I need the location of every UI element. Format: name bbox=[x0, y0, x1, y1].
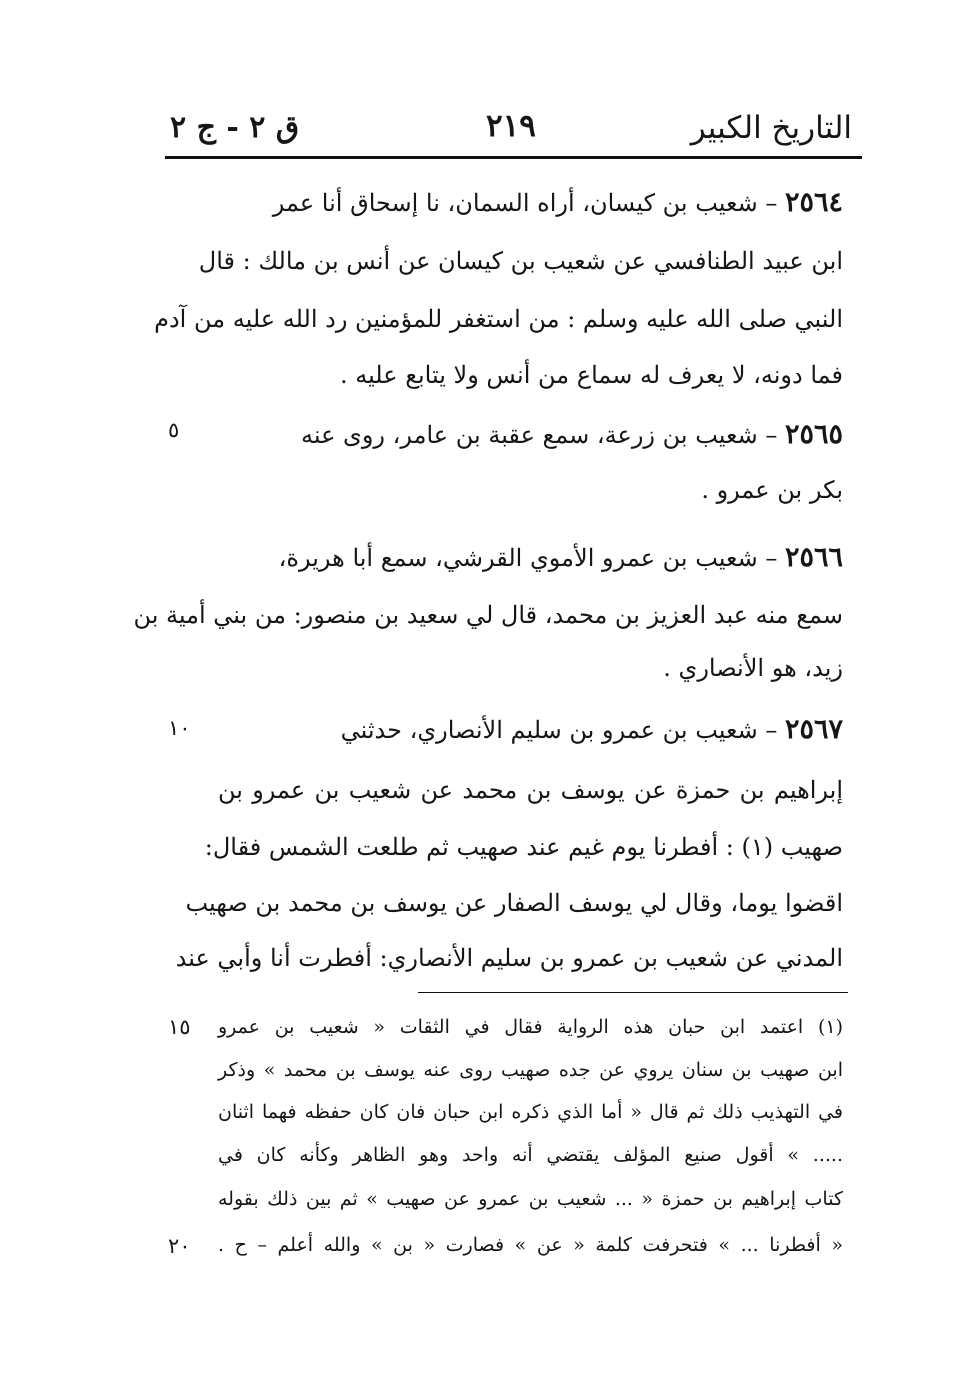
entry-text: – شعيب بن كيسان، أراه السمان، نا إسحاق أنا عمر bbox=[272, 189, 785, 217]
page-header bbox=[160, 98, 862, 158]
footnote-line: (١) اعتمد ابن حبان هذه الرواية فقال في الثقات « شعيب بن عمرو bbox=[218, 1016, 843, 1038]
footnote-line: في التهذيب ذلك ثم قال « أما الذي ذكره ابن حبان فان كان حفظه فهما اثنان bbox=[218, 1101, 843, 1123]
entry-line bbox=[218, 410, 843, 460]
text-line: سمع منه عبد العزيز بن محمد، قال لي سعيد بن منصور: من بني أمية بن bbox=[133, 601, 843, 629]
entry-text: – شعيب بن عمرو بن سليم الأنصاري، حدثني bbox=[340, 716, 785, 744]
text-line: اقضوا يوما، وقال لي يوسف الصفار عن يوسف بن محمد بن صهيب bbox=[185, 889, 843, 917]
footnote-line: كتاب إبراهيم بن حمزة « ... شعيب بن عمرو عن صهيب » ثم بين ذلك بقوله bbox=[218, 1188, 843, 1210]
text-line: المدني عن شعيب بن عمرو بن سليم الأنصاري: أفطرت أنا وأبي عند bbox=[175, 944, 843, 972]
margin-line-number: ٢٠ bbox=[168, 1234, 191, 1258]
page-number: ٢١٩ bbox=[486, 108, 536, 144]
header-rule bbox=[165, 156, 862, 159]
footnote-line: ابن صهيب بن سنان يروي عن جده صهيب روى عنه يوسف بن محمد » وذكر bbox=[218, 1059, 843, 1081]
entry-number: ٢٥٦٤ bbox=[784, 187, 843, 218]
entry-number: ٢٥٦٧ bbox=[784, 714, 843, 745]
footnote-rule bbox=[418, 992, 848, 993]
entry-line bbox=[218, 178, 843, 228]
text-line: إبراهيم بن حمزة عن يوسف بن محمد عن شعيب بن عمرو بن bbox=[218, 776, 843, 804]
margin-line-number: ١٠ bbox=[168, 716, 191, 740]
margin-line-number: ١٥ bbox=[168, 1015, 191, 1039]
text-line: فما دونه، لا يعرف له سماع من أنس ولا يتابع عليه . bbox=[339, 361, 843, 389]
entry-number: ٢٥٦٦ bbox=[784, 542, 843, 573]
text-line: النبي صلى الله عليه وسلم : من استغفر للمؤمنين رد الله عليه من آدم bbox=[154, 305, 843, 333]
text-line: زيد، هو الأنصاري . bbox=[663, 654, 843, 682]
text-line: بكر بن عمرو . bbox=[701, 476, 843, 504]
margin-line-number: ٥ bbox=[168, 418, 180, 442]
volume-part: ق ٢ - ج ٢ bbox=[170, 110, 300, 145]
entry-text: – شعيب بن عمرو الأموي القرشي، سمع أبا هريرة، bbox=[278, 544, 785, 572]
footnote-line: ..... » أقول صنيع المؤلف يقتضي أنه واحد وهو الظاهر وكأنه كان في bbox=[218, 1144, 843, 1166]
book-title: التاريخ الكبير bbox=[690, 110, 852, 146]
text-line: صهيب (١) : أفطرنا يوم غيم عند صهيب ثم طلعت الشمس فقال: bbox=[204, 833, 843, 861]
text-line: ابن عبيد الطنافسي عن شعيب بن كيسان عن أنس بن مالك : قال bbox=[198, 247, 843, 275]
entry-line bbox=[218, 705, 843, 755]
entry-line bbox=[218, 533, 843, 583]
footnote-line: « أفطرنا ... » فتحرفت كلمة « عن » فصارت « بن » والله أعلم – ح . bbox=[218, 1234, 843, 1256]
entry-text: – شعيب بن زرعة، سمع عقبة بن عامر، روى عنه bbox=[300, 421, 785, 449]
entry-number: ٢٥٦٥ bbox=[784, 419, 843, 450]
